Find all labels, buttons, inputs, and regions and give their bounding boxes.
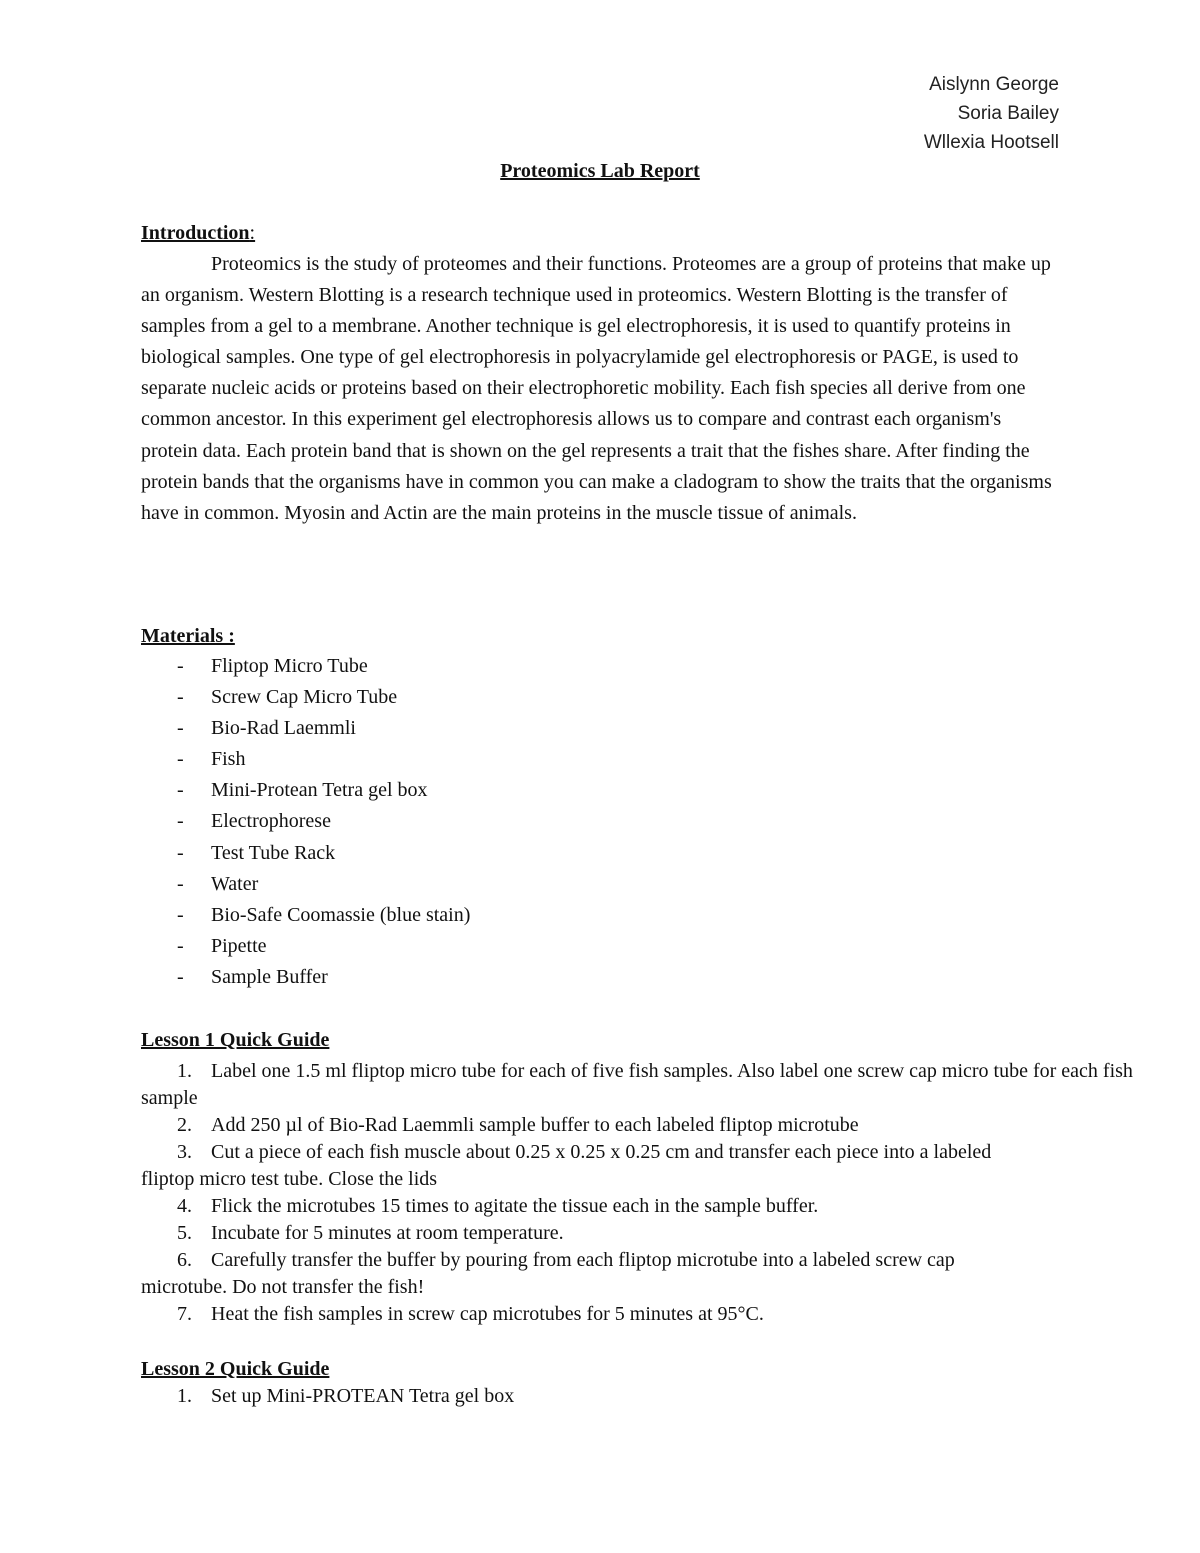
bullet-dash: - bbox=[177, 810, 184, 833]
step-text: Carefully transfer the buffer by pouring from each fliptop microtube into a labeled screw cap microtube. Do not transfer the fish! bbox=[141, 1249, 955, 1298]
step-number: 3. bbox=[177, 1141, 192, 1163]
step-number: 6. bbox=[177, 1249, 192, 1271]
list-item bbox=[141, 1301, 1141, 1328]
material-label: Mini-Protean Tetra gel box bbox=[211, 779, 428, 802]
step-number: 5. bbox=[177, 1222, 192, 1244]
introduction-heading-colon: : bbox=[249, 222, 256, 244]
material-label: Electrophorese bbox=[211, 810, 331, 833]
author-name: Aislynn George bbox=[929, 74, 1059, 95]
material-label: Screw Cap Micro Tube bbox=[211, 686, 398, 709]
material-label: Water bbox=[211, 872, 259, 895]
step-text: Set up Mini-PROTEAN Tetra gel box bbox=[211, 1385, 515, 1407]
step-text: Flick the microtubes 15 times to agitate the tissue each in the sample buffer. bbox=[211, 1195, 819, 1217]
step-number: 7. bbox=[177, 1303, 192, 1325]
material-label: Pipette bbox=[211, 934, 267, 957]
step-number: 1. bbox=[177, 1385, 192, 1407]
bullet-dash: - bbox=[177, 934, 184, 957]
lesson1-steps bbox=[141, 1058, 1141, 1328]
list-item bbox=[141, 1193, 1141, 1220]
step-text: Cut a piece of each fish muscle about 0.25 x 0.25 x 0.25 cm and transfer each piece into a labeled fliptop micro test tube. Close the lids bbox=[141, 1141, 992, 1190]
step-text: Label one 1.5 ml fliptop micro tube for each of five fish samples. Also label one screw cap micro tube for each fish sample bbox=[141, 1060, 1133, 1109]
bullet-dash: - bbox=[177, 655, 184, 677]
bullet-dash: - bbox=[177, 717, 184, 740]
bullet-dash: - bbox=[177, 748, 184, 771]
bullet-dash: - bbox=[177, 779, 184, 802]
list-item bbox=[141, 1383, 1141, 1410]
bullet-dash: - bbox=[177, 903, 184, 926]
author-name: Soria Bailey bbox=[957, 103, 1059, 124]
list-item bbox=[141, 1139, 1141, 1193]
list-item bbox=[141, 1112, 1141, 1139]
lesson1-heading: Lesson 1 Quick Guide bbox=[141, 1029, 330, 1051]
material-label: Fliptop Micro Tube bbox=[211, 655, 368, 677]
list-item bbox=[141, 1058, 1141, 1112]
material-label: Fish bbox=[211, 748, 246, 771]
material-label: Bio-Safe Coomassie (blue stain) bbox=[211, 903, 471, 926]
introduction-paragraph: Proteomics is the study of proteomes and their functions. Proteomes are a group of proteins that make up an organism. Western Blotting is a research technique used in proteomics. Western Blotting is the transfer of samples from a gel to a membrane. Another technique is gel electrophoresis, it is used to quantify proteins in biological samples. One type of gel electrophoresis in polyacrylamide gel electrophoresis or PAGE, is used to separate nucleic acids or proteins based on their electrophoretic mobility. Each fish species all derive from one common ancestor. In this experiment gel electrophoresis allows us to compare and contrast each organism's protein data. Each protein band that is shown on the gel represents a trait that the fishes share. After finding the protein bands that the organisms have in common you can make a cladogram to show the traits that the organisms have in common. Myosin and Actin are the main proteins in the muscle tissue of animals. bbox=[141, 253, 1052, 524]
lesson2-heading: Lesson 2 Quick Guide bbox=[141, 1358, 330, 1380]
page-title: Proteomics Lab Report bbox=[500, 160, 700, 182]
bullet-dash: - bbox=[177, 872, 184, 895]
step-number: 2. bbox=[177, 1114, 192, 1136]
step-number: 1. bbox=[177, 1060, 192, 1082]
author-block bbox=[924, 70, 1059, 157]
step-number: 4. bbox=[177, 1195, 192, 1217]
bullet-dash: - bbox=[177, 965, 184, 988]
step-text: Heat the fish samples in screw cap microtubes for 5 minutes at 95°C. bbox=[211, 1303, 764, 1325]
introduction-heading-text: Introduction bbox=[141, 222, 250, 244]
list-item bbox=[141, 1220, 1141, 1247]
introduction-heading bbox=[141, 219, 255, 247]
step-text: Incubate for 5 minutes at room temperature. bbox=[211, 1222, 564, 1244]
bullet-dash: - bbox=[177, 686, 184, 709]
material-label: Test Tube Rack bbox=[211, 841, 336, 864]
material-label: Sample Buffer bbox=[211, 965, 328, 988]
material-label: Bio-Rad Laemmli bbox=[211, 717, 356, 740]
lesson2-steps bbox=[141, 1383, 1141, 1410]
materials-heading: Materials : bbox=[141, 625, 235, 647]
list-item bbox=[141, 1247, 1141, 1301]
step-text: Add 250 µl of Bio-Rad Laemmli sample buffer to each labeled fliptop microtube bbox=[211, 1114, 859, 1136]
author-name: Wllexia Hootsell bbox=[923, 132, 1059, 153]
bullet-dash: - bbox=[177, 841, 184, 864]
